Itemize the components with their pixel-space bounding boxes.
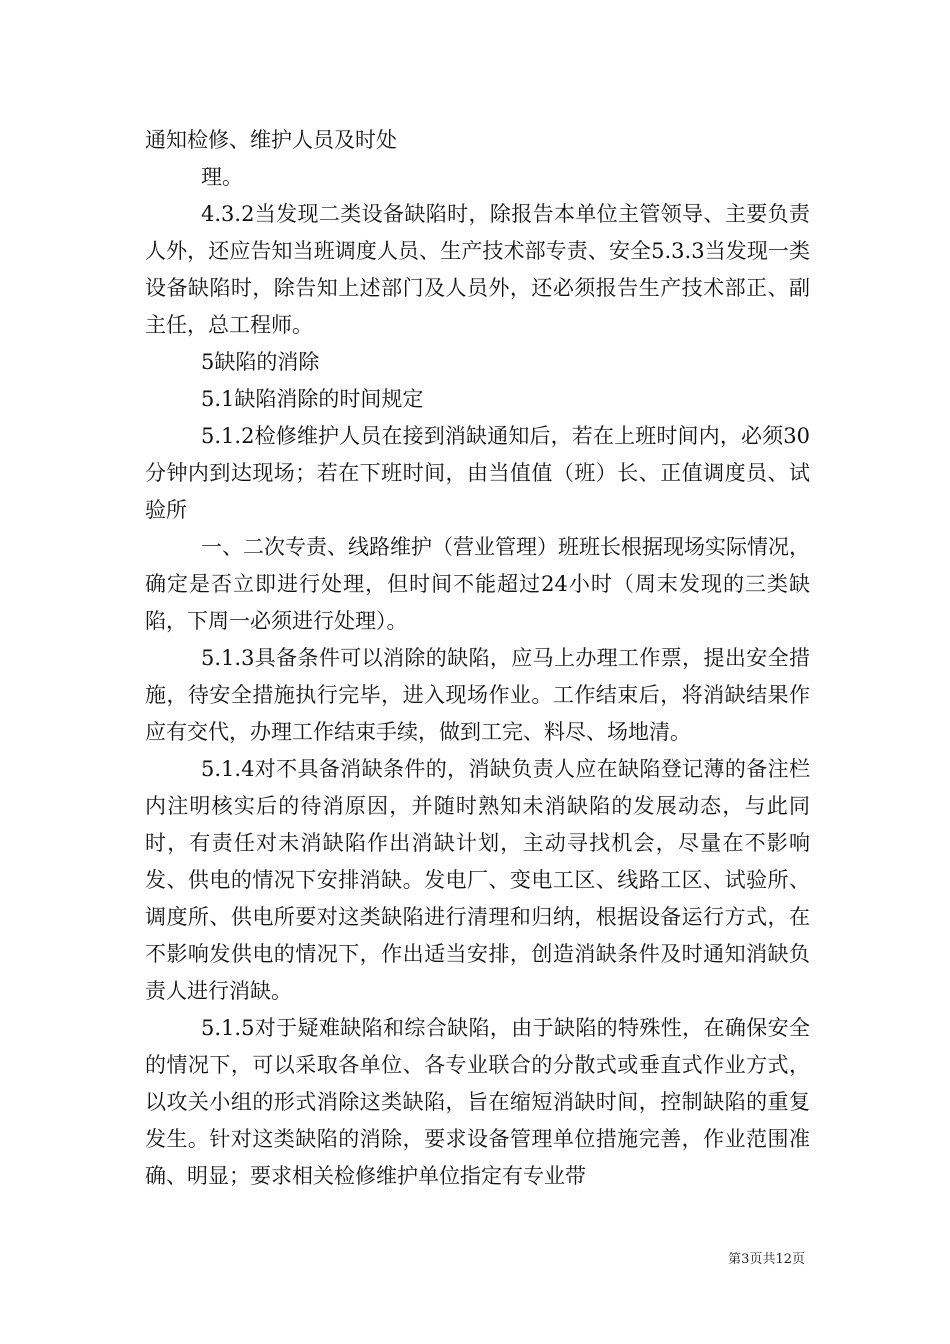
section-heading-5-1: 5.1缺陷消除的时间规定 <box>201 387 424 411</box>
paragraph-5-1-4: 5.1.4对不具备消缺条件的，消缺负责人应在缺陷登记薄的备注栏内注明核实后的待消原因，并随时熟知未消缺陷的发展动态，与此同时，有责任对未消缺陷作出消缺计划，主动寻找机会，尽量在不影响发、供电的情况下安排消缺。发电厂、变电工区、线路工区、试验所、调度所、供电所要对这类缺陷进行清理和归纳，根据设备运行方式，在不影响发供电的情况下，作出适当安排，创造消缺条件及时通知消缺负责人进行消缺。 <box>145 757 810 1003</box>
paragraph-5-1-5: 5.1.5对于疑难缺陷和综合缺陷，由于缺陷的特殊性，在确保安全的情况下，可以采取各单位、各专业联合的分散式或垂直式作业方式，以攻关小组的形式消除这类缺陷，旨在缩短消缺时间，控制缺陷的重复发生。针对这类缺陷的消除，要求设备管理单位措施完善，作业范围准确、明显；要求相关检修维护单位指定有专业带 <box>145 1016 810 1188</box>
page-number: 第3页共12页 <box>728 1252 805 1267</box>
paragraph-3: 4.3.2当发现二类设备缺陷时，除报告本单位主管领导、主要负责人外，还应告知当班调度人员、生产技术部专责、安全5.3.3当发现一类设备缺陷时，除告知上述部门及人员外，还必须报告生产技术部正、副主任，总工程师。 <box>145 202 810 337</box>
document-body <box>145 122 810 1195</box>
paragraph-1: 通知检修、维护人员及时处 <box>145 128 397 152</box>
section-heading-5: 5缺陷的消除 <box>201 350 320 374</box>
paragraph-5-1-2: 5.1.2检修维护人员在接到消缺通知后，若在上班时间内，必须30分钟内到达现场；若在下班时间，由当值值（班）长、正值调度员、试验所 <box>145 424 810 522</box>
paragraph-5-1-3: 5.1.3具备条件可以消除的缺陷，应马上办理工作票，提出安全措施，待安全措施执行完毕，进入现场作业。工作结束后，将消缺结果作应有交代，办理工作结束手续，做到工完、料尽、场地清。 <box>145 646 810 744</box>
paragraph-continuation: 一、二次专责、线路维护（营业管理）班班长根据现场实际情况，确定是否立即进行处理，但时间不能超过24小时（周末发现的三类缺陷，下周一必须进行处理）。 <box>145 535 810 633</box>
paragraph-2: 理。 <box>201 165 243 189</box>
